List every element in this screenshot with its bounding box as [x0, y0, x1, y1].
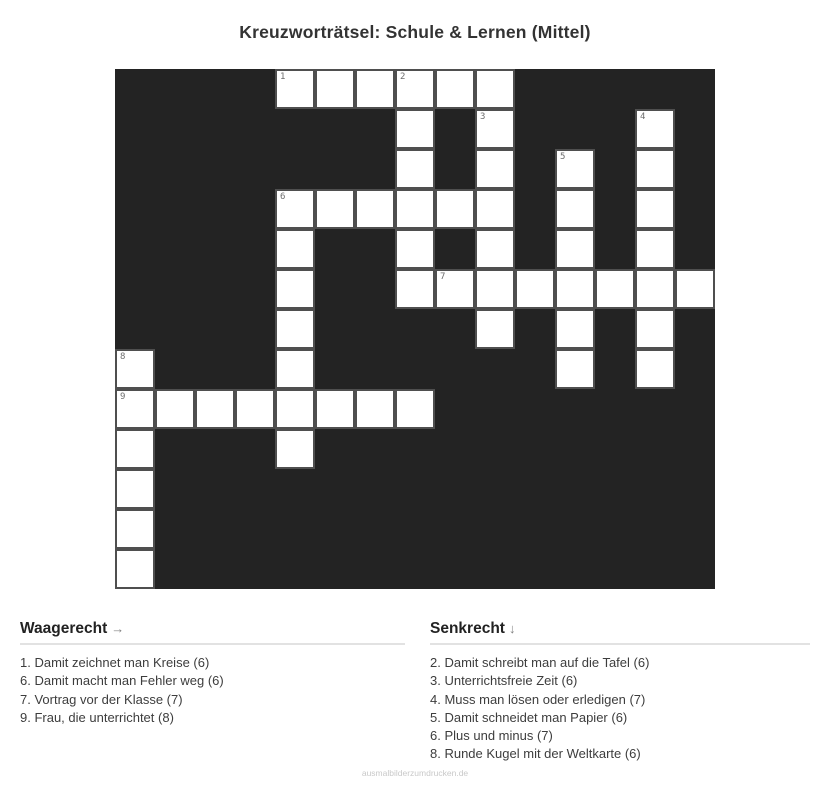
grid-cell[interactable]	[555, 229, 595, 269]
grid-cell[interactable]	[555, 269, 595, 309]
grid-cell[interactable]	[435, 69, 475, 109]
cell-number: 4	[640, 112, 646, 122]
grid-cell[interactable]	[275, 189, 315, 229]
cell-number: 1	[280, 72, 286, 82]
grid-cell[interactable]	[115, 429, 155, 469]
clue-item: 4. Muss man lösen oder erledigen (7)	[430, 691, 646, 707]
grid-cell[interactable]	[555, 349, 595, 389]
cell-number: 5	[560, 152, 566, 162]
clue-item: 8. Runde Kugel mit der Weltkarte (6)	[430, 746, 641, 762]
grid-cell[interactable]	[435, 189, 475, 229]
down-clue-list	[430, 654, 810, 764]
grid-cell[interactable]	[475, 229, 515, 269]
grid-cell[interactable]	[595, 269, 635, 309]
grid-cell[interactable]	[395, 229, 435, 269]
grid-cell[interactable]	[635, 229, 675, 269]
grid-cell[interactable]	[675, 269, 715, 309]
grid-cell[interactable]	[395, 389, 435, 429]
grid-cell[interactable]	[635, 269, 675, 309]
down-section-title	[430, 620, 810, 645]
grid-cell[interactable]	[275, 349, 315, 389]
clue-item: 9. Frau, die unterrichtet (8)	[20, 709, 174, 725]
grid-cell[interactable]	[515, 269, 555, 309]
grid-cell[interactable]	[315, 189, 355, 229]
cell-number: 7	[440, 272, 446, 282]
grid-cell[interactable]	[395, 269, 435, 309]
down-title-label: Senkrecht	[430, 620, 505, 637]
clue-item: 6. Damit macht man Fehler weg (6)	[20, 673, 224, 689]
grid-cell[interactable]	[635, 189, 675, 229]
grid-cell[interactable]	[635, 349, 675, 389]
grid-cell[interactable]	[475, 269, 515, 309]
grid-cell[interactable]	[275, 69, 315, 109]
grid-cell[interactable]	[235, 389, 275, 429]
cell-number: 8	[120, 352, 126, 362]
grid-cell[interactable]	[435, 269, 475, 309]
grid-cell[interactable]	[275, 429, 315, 469]
cell-number: 6	[280, 192, 286, 202]
grid-cell[interactable]	[395, 149, 435, 189]
arrow-right-icon: →	[111, 621, 125, 636]
grid-cell[interactable]	[275, 309, 315, 349]
grid-cell[interactable]	[355, 69, 395, 109]
grid-cell[interactable]	[355, 189, 395, 229]
clue-item: 1. Damit zeichnet man Kreise (6)	[20, 655, 210, 670]
grid-cell[interactable]	[475, 109, 515, 149]
grid-cell[interactable]	[155, 389, 195, 429]
grid-cell[interactable]	[635, 149, 675, 189]
clue-item: 7. Vortrag vor der Klasse (7)	[20, 691, 183, 707]
grid-cell[interactable]	[555, 149, 595, 189]
down-section	[430, 620, 810, 764]
across-title-label: Waagerecht	[20, 620, 108, 637]
across-section	[20, 620, 405, 727]
grid-cell[interactable]	[475, 149, 515, 189]
grid-cell[interactable]	[115, 509, 155, 549]
grid-cell[interactable]	[555, 309, 595, 349]
grid-cell[interactable]	[355, 389, 395, 429]
grid-cell[interactable]	[195, 389, 235, 429]
grid-cell[interactable]	[475, 189, 515, 229]
grid-cell[interactable]	[115, 389, 155, 429]
grid-cell[interactable]	[315, 69, 355, 109]
page-title: Kreuzworträtsel: Schule & Lernen (Mittel)	[239, 22, 591, 42]
cell-number: 3	[480, 112, 486, 122]
grid-cell[interactable]	[395, 189, 435, 229]
crossword-grid	[115, 69, 715, 589]
grid-cell[interactable]	[115, 549, 155, 589]
grid-cell[interactable]	[395, 69, 435, 109]
grid-cell[interactable]	[275, 269, 315, 309]
grid-cell[interactable]	[315, 389, 355, 429]
footer-credit: ausmalbilderzumdrucken.de	[361, 768, 469, 778]
grid-cell[interactable]	[635, 309, 675, 349]
grid-cell[interactable]	[275, 389, 315, 429]
clue-item: 3. Unterrichtsfreie Zeit (6)	[430, 673, 578, 689]
grid-cell[interactable]	[635, 109, 675, 149]
clue-item: 6. Plus und minus (7)	[430, 728, 553, 744]
grid-cell[interactable]	[475, 69, 515, 109]
grid-cell[interactable]	[475, 309, 515, 349]
across-clue-list	[20, 654, 405, 727]
grid-cell[interactable]	[115, 469, 155, 509]
grid-cell[interactable]	[555, 189, 595, 229]
grid-cell[interactable]	[115, 349, 155, 389]
cell-number: 9	[120, 392, 126, 402]
cell-number: 2	[400, 72, 406, 82]
clue-item: 5. Damit schneidet man Papier (6)	[430, 709, 628, 725]
across-section-title	[20, 620, 405, 645]
grid-cell[interactable]	[275, 229, 315, 269]
clue-item: 2. Damit schreibt man auf die Tafel (6)	[430, 655, 650, 670]
arrow-down-icon: ↓	[508, 621, 516, 636]
grid-cell[interactable]	[395, 109, 435, 149]
